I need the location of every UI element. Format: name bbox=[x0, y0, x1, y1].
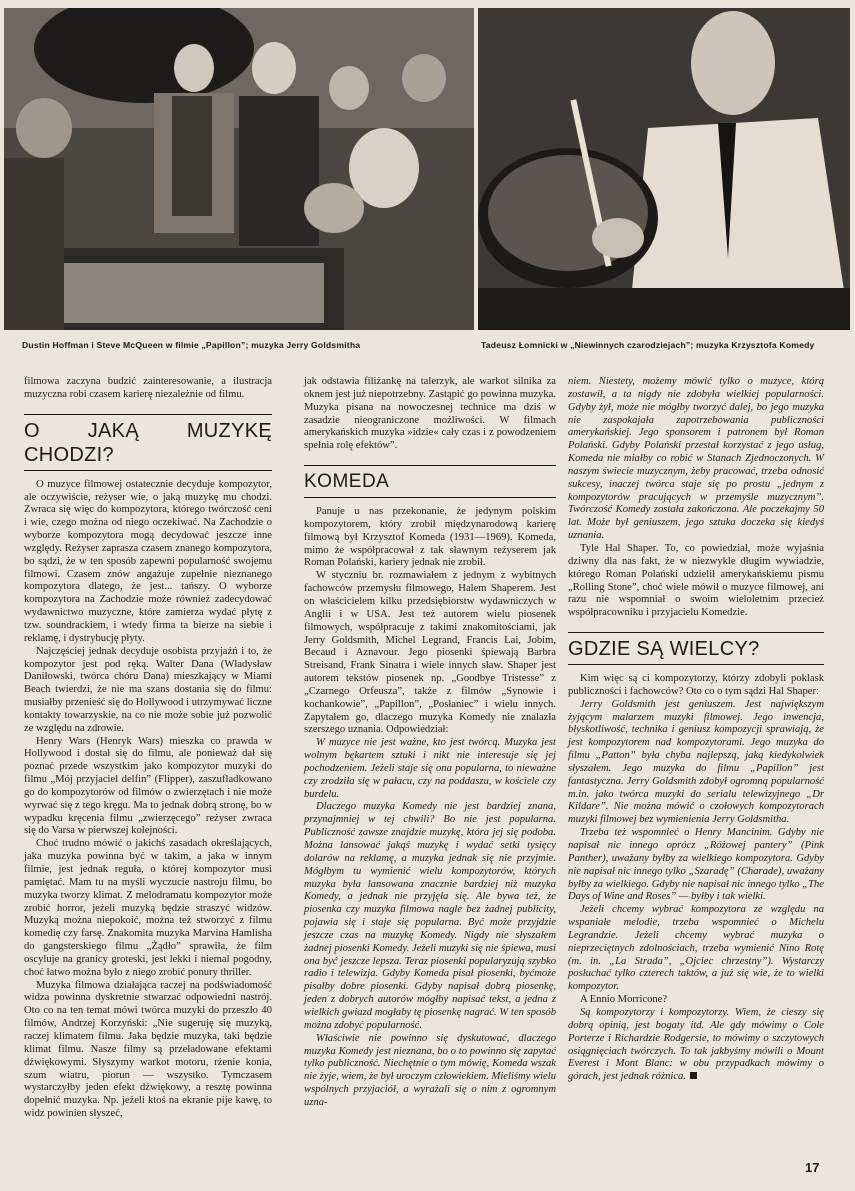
paragraph: Panuje u nas przekonanie, że jedynym polskim kompozytorem, który zrobił międzynarodową karierę filmową był Krzysztof Komeda (1931—1969). Komeda, mimo że współpracował z tak sławnym reżyserem jak Roman Polański, kariery jednak nie zrobił. bbox=[304, 506, 556, 569]
photo-caption-right: Tadeusz Łomnicki w „Niewinnych czarodziejach”; muzyka Krzysztofa Komedy bbox=[481, 340, 815, 350]
final-paragraph-text: Są kompozytorzy i kompozytorzy. Wiem, że cieszy się dobrą opinią, jest bogaty itd. Ale gdy mówimy o Cole Porterze i Richardzie Rodgersie, to mówimy o szczytowych osiągnięciach twórczych. To tak jakbyśmy mówili o Mount Everest i Mont Blanc: w obu przypadkach mówimy o górach, jest jednak różnica. bbox=[568, 1006, 824, 1083]
interview-paragraph: Dlaczego muzyka Komedy nie jest bardziej znana, przynajmniej w tej chwili? Bo nie jest popularna. Publiczność zawsze znajdzie muzykę, która jej się podoba. Można lansować jakąś muzykę i wydać setki tysięcy dolarów na reklamę, a muzyka jednak się nie przyjmie. Mógłbym tu wymienić wielu kompozytorów, których muzyka była lansowana znacznie bardziej niż muzyka Komedy, a jednak nie przyjęła się. Ale bywa też, że piosenka czy muzyka filmowa nagle bez żadnej publicity, pojawia się i staje się popularna. Być może przyjdzie jeszcze czas na muzykę Komedy. Nigdy nie słyszałem żadnej piosenki Komedy. Jeżeli muzyki się nie śpiewa, musi ona być jeszcze lepsza. Teraz piosenki popularyzują szybko radio i telewizja. Gdyby Komeda pisał piosenki, byćmoże pisałby dobre piosenki. Gdyby napisał dobrą piosenkę, jeden z dobrych autorów mógłby napisać tekst, a jedna z wielkich gwiazd mogłaby tę piosenkę nagrać. W ten sposób można zdobyć popularność. bbox=[304, 801, 556, 1031]
interview-paragraph: niem. Niestety, możemy mówić tylko o muzyce, którą zostawił, a ta nigdy nie zdobyła wielkiej popularności. Gdyby żył, może nie mógłby tworzyć dalej, bo jego muzyka nie zaspokajała zapotrzebowania publiczności amerykańskiej. Jego sponsorem i patronem był Roman Polański. Gdyby Polański przestał korzystać z jego usług, Komeda nie miałby co robić w Stanach Zjednoczonych. W naszym świecie muzycznym, żeby pracować, trzeba odnosić sukcesy, inaczej twórca staje się po prostu „jednym z kompozytorów pracujących w przemyśle muzycznym”. Twórczość Komedy została zakończona. Ale poczekajmy 50 lat. Może był geniuszem, jego sztuka doczeka się kiedyś uznania. bbox=[568, 376, 824, 542]
paragraph: filmowa zaczyna budzić zainteresowanie, a ilustracja muzyczna robi czasem karierę niezależnie od filmu. bbox=[24, 376, 272, 400]
text-column-3 bbox=[568, 376, 824, 1084]
interview-paragraph: Właściwie nie powinno się dyskutować, dlaczego muzyka Komedy jest nieznana, bo o to powinno się zapytać tylko publiczność. Niechętnie o tym mówię, Komeda wszak nie żyje, wiem, że był uroczym człowiekiem. Mieliśmy wielu wspólnych przyjaciół, a wyrażali się o nim z ogromnym uzna- bbox=[304, 1032, 556, 1108]
paragraph: A Ennio Morricone? bbox=[580, 994, 668, 1006]
section-heading-gdzie-sa-wielcy: GDZIE SĄ WIELCY? bbox=[568, 632, 824, 665]
end-of-article-mark bbox=[690, 1072, 697, 1079]
paragraph: Najczęściej jednak decyduje osobista przyjaźń i to, że kompozytor jest pod ręką. Walter Dana (Władysław Daniłowski, twórca chóru Dana) mieszkający w Miami Beach twierdzi, że nie ma szans dostania się do filmu: musiałby przenieść się do Hollywood i utrzymywać liczne kontakty towarzyskie, na co nie może sobie już pozwolić ze względu na zdrowie. bbox=[24, 645, 273, 734]
interview-paragraph: W muzyce nie jest ważne, kto jest twórcą. Muzyka jest wolnym bękartem sztuki i nikt nie interesuje się jej pochodzeniem. Jeżeli staje się ona popularna, to nieważne czy zrodziła się w pałacu, czy na poddaszu, w kościele czy burdelu. bbox=[304, 737, 556, 800]
photo-papillon-image bbox=[4, 8, 474, 330]
interview-paragraph: Jeżeli chcemy wybrać kompozytora ze względu na wspaniałe melodie, trzeba wspomnieć o Michelu Legrandzie. Jeżeli chcemy wybrać muzyka o nieprzeciętnych zdolnościach, trzeba wymienić Nino Rotę (m. in. „La Strada”, „Ojciec chrzestny”). Wystarczy posłuchać tylko czterech taktów, a już się wie, że to wielki kompozytor. bbox=[568, 904, 824, 993]
paragraph: Henry Wars (Henryk Wars) mieszka co prawda w Hollywood i dostał się do filmu, ale ponieważ dał się poznać przede wszystkim jako kompozytor muzyki do filmu „Mój przyjaciel delfin” (Flipper), zaszufladkowano go do kompozytorów od filmów o zwierzętach i nie może wyrwać się z tego kręgu. Ma to jednak dobrą stronę, bo w wypadku kręcenia filmu „zwierzęcego” reżyser zwraca się do Varsa w pierwszej kolejności. bbox=[24, 735, 272, 837]
interview-paragraph bbox=[568, 1007, 824, 1084]
paragraph: Tyle Hal Shaper. To, co powiedział, może wyjaśnia dziwny dla nas fakt, że w niezwykle długim wywiadzie, którego Roman Polański udzielił amerykańskiemu pismu „Rolling Stone”, choć wiele mówił o muzyce filmowej, ani razu nie wspomniał o swoim wieloletnim przecież współpracowniku i przyjacielu Komedzie. bbox=[568, 542, 824, 619]
section-heading-komeda: KOMEDA bbox=[304, 465, 556, 498]
paragraph: jak odstawia filiżankę na talerzyk, ale warkot silnika za oknem jest już niepotrzebny. Zastąpić go powinna muzyka. Muzyka pisana na nowoczesnej technice ma dziś w zasadzie nieograniczone możliwości. W filmach amerykańskich muzyka »idzie« cały czas i z powodzeniem spełnia rolę efektów”. bbox=[304, 376, 556, 452]
paragraph: W styczniu br. rozmawiałem z jednym z wybitnych fachowców przemysłu filmowego, Halem Shaperem. Jest on właścicielem kilku przedsiębiorstw wydawniczych w Anglii i w USA. Jest też autorem wielu piosenek filmowych, współpracuje z takimi znakomitościami, jak Jerry Goldsmith, Michel Legrand, Francis Lai, Jobim, Becaud i Aznavour. Jego piosenki śpiewają Barbra Streisand, Frank Sinatra i wiele innych sław. Shaper jest autorem tekstów piosenek np. „Goodbye Tristesse” z „Czarnego Orfeusza”, także z filmów „Synowie i kochankowie”, „Papillon”, „Posłaniec” i wielu innych. Zapytałem go, dlaczego muzyka Komedy nie znalazła szerszego uznania. Odpowiedział: bbox=[304, 570, 556, 736]
photo-drummer-image bbox=[478, 8, 850, 330]
paragraph: Choć trudno mówić o jakichś zasadach określających, jaka muzyka powinna być w takim, a jaka w innym filmie, jest jednak reguła, o której kompozytor musi pamiętać. Mam tu na myśli wyczucie nastroju filmu, bo muzyka tworzy klimat. Z melodramatu kompozytor może zrobić horror, jeżeli muzyką będzie straszyć widzów. Muzyką można niepokoić, można też stworzyć z filmu komedię czy farsę. Znakomita muzyka Marvina Hamlisha do gangsterskiego filmu „Żądło” sprawiła, że film oscyluje na granicy groteski, jest lekki i niemal pogodny, choć łatwo można było z niego zrobić ponury thriller. bbox=[24, 838, 272, 978]
interview-paragraph: Jerry Goldsmith jest geniuszem. Jest największym żyjącym malarzem muzyki filmowej. Jego inwencja, błyskotliwość, technika i geniusz kompozycji sprawiają, że jest kompozytorem nad kompozytorami. Jego muzyka do filmu „Patton” była chyba najlepszą, jaką kiedykolwiek słyszałem. Jego muzyka do filmu „Papillon” jest fantastyczna. Jerry Goldsmith zdobył ogromną popularność m.in. jako twórca muzyki do serialu telewizyjnego „Dr Kildare”. Nie można mówić o czołowych kompozytorach muzyki filmowej bez wymienienia Jerry Goldsmitha. bbox=[568, 698, 824, 826]
photo-niewinni-czarodzieje-still bbox=[478, 8, 850, 330]
paragraph: Kim więc są ci kompozytorzy, którzy zdobyli poklask publiczności i fachowców? Oto co o tym sądzi Hal Shaper: bbox=[568, 673, 824, 697]
paragraph: O muzyce filmowej ostatecznie decyduje kompozytor, ale oczywiście, reżyser wie, o jaką muzykę mu chodzi. Zwraca się więc do kompozytora, którego twórczość ceni i wie, czego można od niego oczekiwać. Na Zachodzie o wyborze kompozytora mogą decydować jeszcze inne względy. Reżyser zaprasza czasem znanego kompozytora, bo sądzi, że w ten sposób zapewni popularność swojemu filmowi. Czasem znów angażuje zupełnie nieznanego kompozytora dlatego, że jest... tańszy. O wyborze kompozytora na Zachodzie może również zadecydować wydawnictwo muzyczne, które zamierza wydać płytę z tzw. soundrackiem, i wtedy firma ta bierze na siebie i reklamę, i dystrybucję płyty. bbox=[24, 478, 272, 644]
photo-caption-left: Dustin Hoffman i Steve McQueen w filmie „Papillon”; muzyka Jerry Goldsmitha bbox=[22, 340, 361, 350]
section-heading-o-jaka-muzyke: O JAKĄ MUZYKĘ CHODZI? bbox=[24, 414, 272, 471]
interview-paragraph: Trzeba też wspomnieć o Henry Mancinim. Gdyby nie napisał nic innego oprócz „Różowej pantery” (Pink Panther), uważany byłby za wielkiego kompozytora. Gdyby nie napisał nic innego tylko „Szaradę” (Charade), uważany byłby za wielkiego. Gdyby nie napisał nic innego tylko „The Days of Wine and Roses” — byłby i tak wielki. bbox=[568, 827, 824, 903]
text-column-2 bbox=[304, 376, 556, 1110]
text-column-1 bbox=[24, 376, 272, 1121]
photo-papillon-still bbox=[4, 8, 474, 330]
page-number: 17 bbox=[805, 1160, 820, 1175]
paragraph: Muzyka filmowa działająca raczej na podświadomość widza powinna dyskretnie stwarzać odpowiedni nastrój. Oto co na ten temat mówi twórca muzyki do przeszło 40 filmów, Andrzej Korzyński: „Nie sugeruję się muzyką, raczej klimatem filmu. Jaka będzie muzyka, taki będzie klimat filmu. Nasze filmy są przeładowane efektami dźwiękowymi. Słyszymy warkot motoru, rżenie konia, szum wiatru, piorun — wszystko. Tymczasem wystarczyłby jeden efekt dźwiękowy, a resztę powinna dopełnić muzyka. Np. jeżeli ktoś na ekranie pije kawę, to widz powinien słyszeć, bbox=[24, 979, 272, 1120]
